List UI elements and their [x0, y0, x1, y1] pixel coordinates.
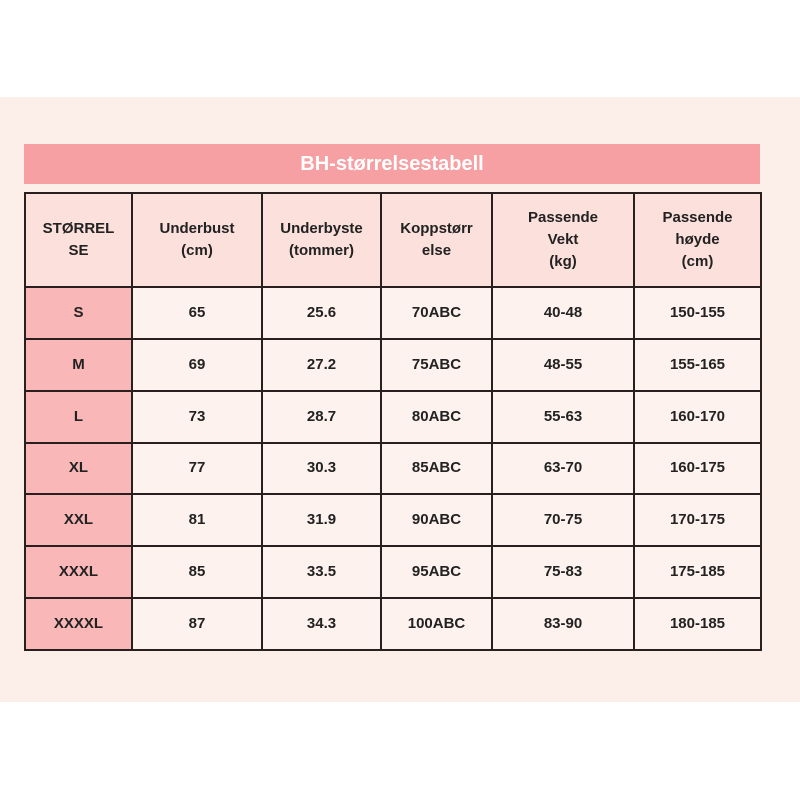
table-row	[25, 391, 761, 443]
table-title	[24, 144, 760, 184]
header-underbust-inches: Underbyste (tommer)	[262, 193, 381, 287]
underbust-cm-cell: 65	[132, 287, 262, 339]
cup-size-cell: 80ABC	[381, 391, 492, 443]
header-weight: Passende Vekt (kg)	[492, 193, 634, 287]
size-cell: XXL	[25, 494, 132, 546]
size-table	[24, 192, 762, 651]
underbust-inches-cell: 28.7	[262, 391, 381, 443]
cup-size-cell: 90ABC	[381, 494, 492, 546]
header-row	[25, 193, 761, 287]
table-row	[25, 287, 761, 339]
cup-size-cell: 100ABC	[381, 598, 492, 650]
height-cell: 160-175	[634, 443, 761, 495]
size-cell: XXXL	[25, 546, 132, 598]
underbust-cm-cell: 77	[132, 443, 262, 495]
underbust-inches-cell: 33.5	[262, 546, 381, 598]
weight-cell: 70-75	[492, 494, 634, 546]
size-cell: XXXXL	[25, 598, 132, 650]
size-cell: M	[25, 339, 132, 391]
weight-cell: 55-63	[492, 391, 634, 443]
underbust-cm-cell: 73	[132, 391, 262, 443]
underbust-cm-cell: 87	[132, 598, 262, 650]
cup-size-cell: 70ABC	[381, 287, 492, 339]
header-height: Passende høyde (cm)	[634, 193, 761, 287]
height-cell: 150-155	[634, 287, 761, 339]
size-cell: L	[25, 391, 132, 443]
table-row	[25, 598, 761, 650]
height-cell: 175-185	[634, 546, 761, 598]
height-cell: 155-165	[634, 339, 761, 391]
weight-cell: 83-90	[492, 598, 634, 650]
size-cell: XL	[25, 443, 132, 495]
table-row	[25, 339, 761, 391]
table-title-text: BH-størrelsestabell	[300, 152, 484, 175]
weight-cell: 75-83	[492, 546, 634, 598]
height-cell: 160-170	[634, 391, 761, 443]
weight-cell: 48-55	[492, 339, 634, 391]
weight-cell: 40-48	[492, 287, 634, 339]
header-underbust-cm: Underbust (cm)	[132, 193, 262, 287]
weight-cell: 63-70	[492, 443, 634, 495]
cup-size-cell: 75ABC	[381, 339, 492, 391]
underbust-inches-cell: 25.6	[262, 287, 381, 339]
underbust-cm-cell: 85	[132, 546, 262, 598]
table-row	[25, 546, 761, 598]
height-cell: 170-175	[634, 494, 761, 546]
size-cell: S	[25, 287, 132, 339]
height-cell: 180-185	[634, 598, 761, 650]
table-row	[25, 494, 761, 546]
cup-size-cell: 85ABC	[381, 443, 492, 495]
header-cup-size: Koppstørr else	[381, 193, 492, 287]
underbust-cm-cell: 81	[132, 494, 262, 546]
underbust-inches-cell: 34.3	[262, 598, 381, 650]
underbust-inches-cell: 30.3	[262, 443, 381, 495]
header-size: STØRREL SE	[25, 193, 132, 287]
underbust-cm-cell: 69	[132, 339, 262, 391]
table-row	[25, 443, 761, 495]
cup-size-cell: 95ABC	[381, 546, 492, 598]
underbust-inches-cell: 31.9	[262, 494, 381, 546]
underbust-inches-cell: 27.2	[262, 339, 381, 391]
